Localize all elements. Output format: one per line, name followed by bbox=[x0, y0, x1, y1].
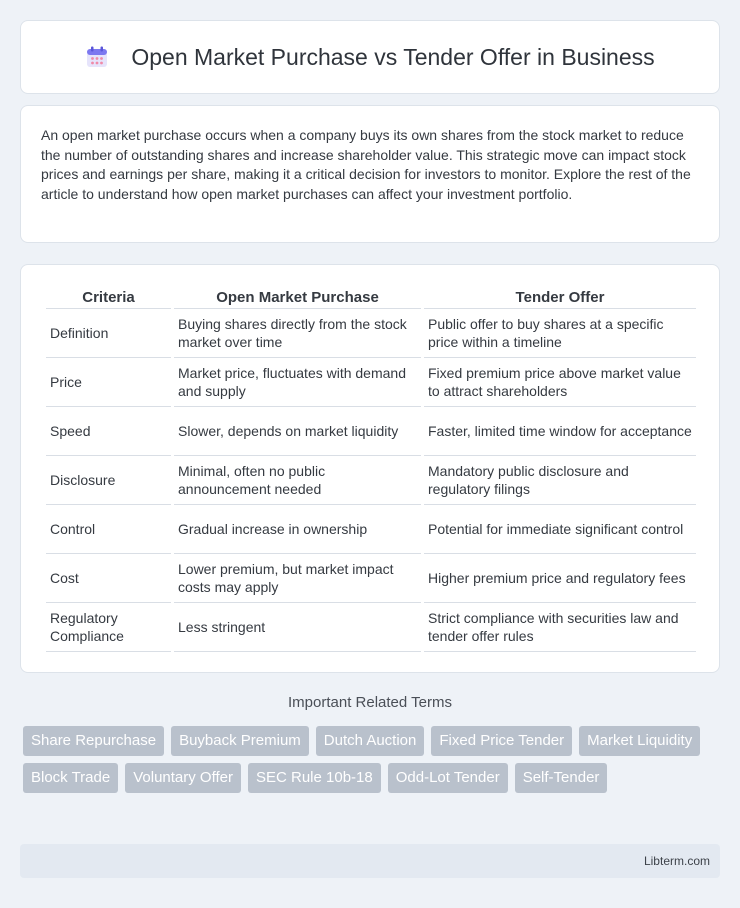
tender-offer-cell: Public offer to buy shares at a specific price within a timeline bbox=[424, 309, 696, 358]
comparison-card bbox=[20, 264, 720, 673]
footer-site-link[interactable]: Libterm.com bbox=[643, 854, 710, 868]
related-term-tag[interactable]: Dutch Auction bbox=[316, 726, 425, 756]
open-market-cell: Less stringent bbox=[174, 603, 421, 652]
related-terms-list bbox=[23, 726, 723, 800]
open-market-cell: Market price, fluctuates with demand and supply bbox=[174, 358, 421, 407]
tender-offer-cell: Strict compliance with securities law and tender offer rules bbox=[424, 603, 696, 652]
criteria-cell: Price bbox=[46, 358, 171, 407]
tender-offer-cell: Mandatory public disclosure and regulatory filings bbox=[424, 456, 696, 505]
table-row bbox=[46, 309, 696, 358]
comparison-table bbox=[43, 285, 699, 652]
related-term-tag[interactable]: Voluntary Offer bbox=[125, 763, 241, 793]
criteria-cell: Speed bbox=[46, 407, 171, 456]
related-term-tag[interactable]: Self-Tender bbox=[515, 763, 608, 793]
open-market-cell: Minimal, often no public announcement needed bbox=[174, 456, 421, 505]
header-criteria: Criteria bbox=[46, 285, 171, 309]
header-tender-offer: Tender Offer bbox=[424, 285, 696, 309]
related-term-tag[interactable]: Fixed Price Tender bbox=[431, 726, 572, 756]
related-term-tag[interactable]: SEC Rule 10b-18 bbox=[248, 763, 381, 793]
related-term-tag[interactable]: Odd-Lot Tender bbox=[388, 763, 508, 793]
table-row bbox=[46, 358, 696, 407]
table-row bbox=[46, 456, 696, 505]
tender-offer-cell: Faster, limited time window for acceptance bbox=[424, 407, 696, 456]
header-open-market-purchase: Open Market Purchase bbox=[174, 285, 421, 309]
intro-card bbox=[20, 105, 720, 243]
criteria-cell: Disclosure bbox=[46, 456, 171, 505]
table-row bbox=[46, 505, 696, 554]
related-term-tag[interactable]: Share Repurchase bbox=[23, 726, 164, 756]
table-row bbox=[46, 603, 696, 652]
open-market-cell: Buying shares directly from the stock market over time bbox=[174, 309, 421, 358]
footer bbox=[20, 844, 720, 878]
related-term-tag[interactable]: Buyback Premium bbox=[171, 726, 309, 756]
criteria-cell: Control bbox=[46, 505, 171, 554]
open-market-cell: Slower, depends on market liquidity bbox=[174, 407, 421, 456]
criteria-cell: Cost bbox=[46, 554, 171, 603]
page-title: Open Market Purchase vs Tender Offer in Business bbox=[131, 43, 655, 70]
criteria-cell: Regulatory Compliance bbox=[46, 603, 171, 652]
tender-offer-cell: Fixed premium price above market value to attract shareholders bbox=[424, 358, 696, 407]
table-row bbox=[46, 554, 696, 603]
table-row bbox=[46, 407, 696, 456]
related-terms-title: Important Related Terms bbox=[288, 694, 452, 711]
related-term-tag[interactable]: Block Trade bbox=[23, 763, 118, 793]
table-header-row bbox=[46, 285, 696, 309]
tender-offer-cell: Potential for immediate significant control bbox=[424, 505, 696, 554]
related-term-tag[interactable]: Market Liquidity bbox=[579, 726, 700, 756]
tender-offer-cell: Higher premium price and regulatory fees bbox=[424, 554, 696, 603]
open-market-cell: Gradual increase in ownership bbox=[174, 505, 421, 554]
intro-text: An open market purchase occurs when a company buys its own shares from the stock market to reduce the number of outstanding shares and increase shareholder value. This strategic move can impact stock prices and earnings per share, making it a critical decision for investors to monitor. Explore the rest of the article to understand how open market purchases can affect your investment portfolio. bbox=[41, 127, 691, 202]
calendar-icon bbox=[85, 45, 109, 69]
title-card bbox=[20, 20, 720, 94]
criteria-cell: Definition bbox=[46, 309, 171, 358]
open-market-cell: Lower premium, but market impact costs may apply bbox=[174, 554, 421, 603]
